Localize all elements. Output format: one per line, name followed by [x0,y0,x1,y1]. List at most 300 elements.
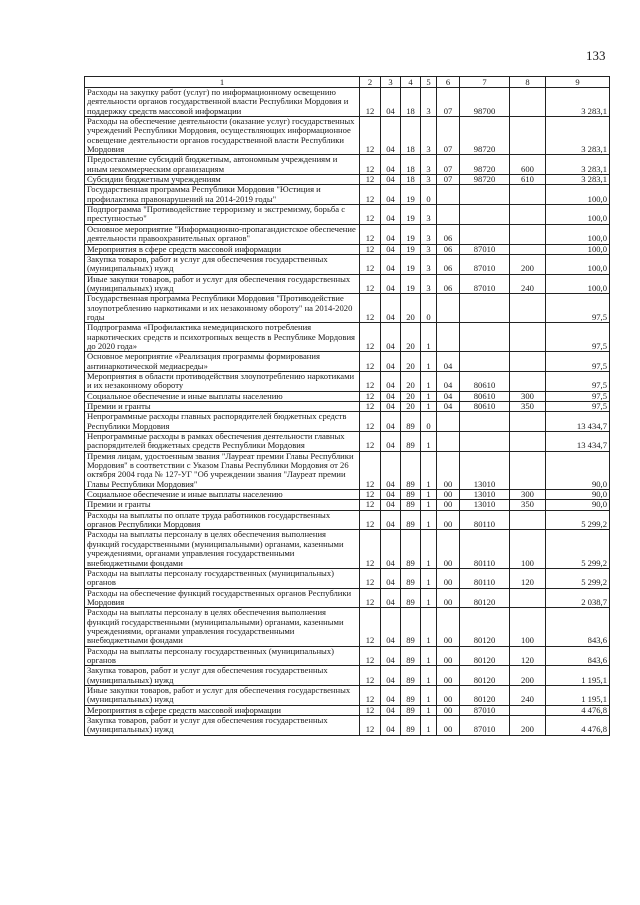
row-name-cell: Основное мероприятие "Информационно-пропагандистское обеспечение деятельности правоохранительных органов" [85,224,360,244]
amount-cell: 13 434,7 [546,412,610,432]
item-code-cell: 80120 [460,608,510,646]
item-code-cell [460,323,510,352]
section-code-cell: 12 [360,530,381,568]
amount-cell: 97,5 [546,402,610,412]
amount-cell: 2 038,7 [546,588,610,608]
table-row [85,510,610,530]
row-name-cell: Иные закупки товаров, работ и услуг для обеспечения государственных (муниципальных) нужд [85,685,360,705]
expense-type-cell [510,412,546,432]
subsection-code-cell: 04 [381,705,401,715]
item-code-cell: 98720 [460,117,510,155]
subprogram-code-cell: 1 [421,451,437,489]
expense-type-cell: 240 [510,685,546,705]
expense-type-cell: 350 [510,500,546,510]
expense-type-cell: 610 [510,175,546,185]
expense-type-cell: 300 [510,391,546,401]
subprogram-code-cell: 1 [421,391,437,401]
subprogram-code-cell: 1 [421,685,437,705]
table-row [85,155,610,175]
expense-type-cell [510,185,546,205]
subprogram-code-cell: 1 [421,716,437,736]
table-row [85,646,610,666]
row-name-cell: Мероприятия в области противодействия злоупотреблению наркотиками и их незаконному обороту [85,371,360,391]
row-name-cell: Расходы на выплаты персоналу в целях обеспечения выполнения функций государственными (муниципальными) органами, казенными учреждениями, органами управления государственными внебюджетными фондами [85,530,360,568]
section-code-cell: 12 [360,254,381,274]
subprogram-code-cell: 1 [421,352,437,372]
program-code-cell: 20 [401,352,421,372]
subprogram-code-cell: 1 [421,323,437,352]
subsection-code-cell: 04 [381,666,401,686]
direction-code-cell [437,185,460,205]
amount-cell: 4 476,8 [546,716,610,736]
subprogram-code-cell: 1 [421,510,437,530]
subprogram-code-cell: 1 [421,646,437,666]
amount-cell: 1 195,1 [546,666,610,686]
direction-code-cell: 06 [437,244,460,254]
program-code-cell: 18 [401,117,421,155]
table-row [85,451,610,489]
amount-cell: 5 299,2 [546,530,610,568]
header-row [85,77,610,88]
expense-type-cell [510,451,546,489]
subsection-code-cell: 04 [381,402,401,412]
subsection-code-cell: 04 [381,432,401,452]
subsection-code-cell: 04 [381,323,401,352]
program-code-cell: 20 [401,371,421,391]
direction-code-cell [437,412,460,432]
expense-type-cell: 200 [510,666,546,686]
header-cell: 8 [510,77,546,88]
item-code-cell: 98700 [460,88,510,117]
amount-cell: 13 434,7 [546,432,610,452]
amount-cell: 1 195,1 [546,685,610,705]
row-name-cell: Подпрограмма "Противодействие терроризму и экстремизму, борьба с преступностью" [85,205,360,225]
table-row [85,568,610,588]
item-code-cell: 80120 [460,666,510,686]
item-code-cell: 80120 [460,588,510,608]
row-name-cell: Закупка товаров, работ и услуг для обеспечения государственных (муниципальных) нужд [85,666,360,686]
subprogram-code-cell: 1 [421,371,437,391]
amount-cell: 100,0 [546,274,610,294]
item-code-cell: 98720 [460,155,510,175]
subsection-code-cell: 04 [381,568,401,588]
expense-type-cell: 120 [510,646,546,666]
direction-code-cell: 00 [437,568,460,588]
amount-cell: 97,5 [546,294,610,323]
direction-code-cell: 07 [437,175,460,185]
row-name-cell: Предоставление субсидий бюджетным, автономным учреждениям и иным некоммерческим организациям [85,155,360,175]
item-code-cell [460,224,510,244]
program-code-cell: 20 [401,402,421,412]
row-name-cell: Непрограммные расходы главных распорядителей бюджетных средств Республики Мордовия [85,412,360,432]
row-name-cell: Мероприятия в сфере средств массовой информации [85,705,360,715]
subsection-code-cell: 04 [381,155,401,175]
subsection-code-cell: 04 [381,510,401,530]
header-cell: 4 [401,77,421,88]
amount-cell: 97,5 [546,391,610,401]
row-name-cell: Расходы на выплаты персоналу государственных (муниципальных) органов [85,568,360,588]
direction-code-cell: 07 [437,88,460,117]
table-row [85,352,610,372]
amount-cell: 5 299,2 [546,568,610,588]
direction-code-cell [437,432,460,452]
amount-cell: 3 283,1 [546,155,610,175]
program-code-cell: 19 [401,205,421,225]
row-name-cell: Расходы на выплаты персоналу государственных (муниципальных) органов [85,646,360,666]
table-row [85,432,610,452]
expense-type-cell [510,205,546,225]
item-code-cell: 87010 [460,244,510,254]
direction-code-cell: 00 [437,646,460,666]
section-code-cell: 12 [360,205,381,225]
direction-code-cell: 04 [437,402,460,412]
amount-cell: 97,5 [546,352,610,372]
program-code-cell: 20 [401,391,421,401]
subprogram-code-cell: 1 [421,490,437,500]
section-code-cell: 12 [360,510,381,530]
header-cell: 7 [460,77,510,88]
item-code-cell: 80610 [460,402,510,412]
amount-cell: 100,0 [546,254,610,274]
row-name-cell: Расходы на выплаты по оплате труда работников государственных органов Республики Мордовия [85,510,360,530]
section-code-cell: 12 [360,117,381,155]
direction-code-cell: 00 [437,490,460,500]
subsection-code-cell: 04 [381,244,401,254]
subsection-code-cell: 04 [381,685,401,705]
section-code-cell: 12 [360,412,381,432]
amount-cell: 5 299,2 [546,510,610,530]
item-code-cell [460,412,510,432]
direction-code-cell: 00 [437,588,460,608]
table-row [85,500,610,510]
table-row [85,685,610,705]
page-number: 133 [586,48,606,63]
section-code-cell: 12 [360,608,381,646]
program-code-cell: 89 [401,666,421,686]
subprogram-code-cell: 3 [421,254,437,274]
subprogram-code-cell: 1 [421,588,437,608]
item-code-cell: 80610 [460,371,510,391]
table-row [85,716,610,736]
direction-code-cell: 00 [437,666,460,686]
header-cell: 5 [421,77,437,88]
row-name-cell: Непрограммные расходы в рамках обеспечения деятельности главных распорядителей бюджетных средств Республики Мордовия [85,432,360,452]
subsection-code-cell: 04 [381,646,401,666]
expense-type-cell [510,244,546,254]
direction-code-cell: 04 [437,391,460,401]
table-row [85,391,610,401]
row-name-cell: Расходы на закупку работ (услуг) по информационному освещению деятельности органов государственной власти Республики Мордовия и поддержку средств массовой информации [85,88,360,117]
direction-code-cell: 06 [437,254,460,274]
item-code-cell: 87010 [460,716,510,736]
table-row [85,588,610,608]
amount-cell: 3 283,1 [546,175,610,185]
expense-type-cell: 200 [510,254,546,274]
section-code-cell: 12 [360,185,381,205]
expense-type-cell [510,510,546,530]
header-cell: 6 [437,77,460,88]
expense-type-cell: 350 [510,402,546,412]
program-code-cell: 19 [401,244,421,254]
row-name-cell: Основное мероприятие «Реализация программы формирования антинаркотической медиасреды» [85,352,360,372]
subsection-code-cell: 04 [381,205,401,225]
subprogram-code-cell: 0 [421,412,437,432]
section-code-cell: 12 [360,274,381,294]
section-code-cell: 12 [360,155,381,175]
amount-cell: 100,0 [546,224,610,244]
subprogram-code-cell: 1 [421,705,437,715]
amount-cell: 100,0 [546,205,610,225]
row-name-cell: Государственная программа Республики Мордовия "Юстиция и профилактика правонарушений на 2014-2019 годы" [85,185,360,205]
section-code-cell: 12 [360,716,381,736]
program-code-cell: 19 [401,254,421,274]
expense-type-cell [510,117,546,155]
expense-type-cell [510,294,546,323]
table-row [85,224,610,244]
amount-cell: 843,6 [546,608,610,646]
program-code-cell: 89 [401,432,421,452]
section-code-cell: 12 [360,685,381,705]
section-code-cell: 12 [360,490,381,500]
program-code-cell: 89 [401,500,421,510]
program-code-cell: 89 [401,530,421,568]
subprogram-code-cell: 1 [421,568,437,588]
subsection-code-cell: 04 [381,175,401,185]
row-name-cell: Социальное обеспечение и иные выплаты населению [85,490,360,500]
subprogram-code-cell: 1 [421,666,437,686]
item-code-cell [460,352,510,372]
amount-cell: 97,5 [546,323,610,352]
amount-cell: 843,6 [546,646,610,666]
direction-code-cell: 00 [437,451,460,489]
subsection-code-cell: 04 [381,716,401,736]
expense-type-cell: 240 [510,274,546,294]
table-row [85,117,610,155]
subprogram-code-cell: 3 [421,205,437,225]
section-code-cell: 12 [360,88,381,117]
direction-code-cell: 00 [437,705,460,715]
row-name-cell: Государственная программа Республики Мордовия "Противодействие злоупотреблению наркотиками и их незаконному обороту" на 2014-2020 годы [85,294,360,323]
program-code-cell: 89 [401,588,421,608]
subsection-code-cell: 04 [381,391,401,401]
program-code-cell: 89 [401,716,421,736]
row-name-cell: Премии и гранты [85,500,360,510]
budget-table [84,76,610,736]
item-code-cell: 80610 [460,391,510,401]
expense-type-cell: 120 [510,568,546,588]
subprogram-code-cell: 0 [421,294,437,323]
subsection-code-cell: 04 [381,117,401,155]
item-code-cell [460,205,510,225]
program-code-cell: 19 [401,185,421,205]
table-row [85,371,610,391]
subsection-code-cell: 04 [381,185,401,205]
row-name-cell: Подпрограмма «Профилактика немедицинского потребления наркотических средств и психотропных веществ в Республике Мордовия до 2020 года» [85,323,360,352]
row-name-cell: Иные закупки товаров, работ и услуг для обеспечения государственных (муниципальных) нужд [85,274,360,294]
subprogram-code-cell: 3 [421,117,437,155]
table-row [85,402,610,412]
expense-type-cell [510,371,546,391]
subsection-code-cell: 04 [381,224,401,244]
item-code-cell: 87010 [460,254,510,274]
amount-cell: 100,0 [546,244,610,254]
subsection-code-cell: 04 [381,274,401,294]
program-code-cell: 20 [401,294,421,323]
program-code-cell: 19 [401,274,421,294]
item-code-cell: 80110 [460,568,510,588]
row-name-cell: Расходы на выплаты персоналу в целях обеспечения выполнения функций государственными (муниципальными) органами, казенными учреждениями, органами управления государственными внебюджетными фондами [85,608,360,646]
expense-type-cell: 100 [510,608,546,646]
program-code-cell: 18 [401,88,421,117]
subsection-code-cell: 04 [381,412,401,432]
row-name-cell: Расходы на обеспечение функций государственных органов Республики Мордовия [85,588,360,608]
section-code-cell: 12 [360,224,381,244]
section-code-cell: 12 [360,175,381,185]
item-code-cell: 87010 [460,705,510,715]
subprogram-code-cell: 1 [421,432,437,452]
row-name-cell: Премия лицам, удостоенным звания "Лауреат премии Главы Республики Мордовия" в соответствии с Указом Главы Республики Мордовия от 26 октября 2004 года № 127-УГ "Об учреждении звания "Лауреат премии Главы Республики Мордовия" [85,451,360,489]
row-name-cell: Субсидии бюджетным учреждениям [85,175,360,185]
direction-code-cell [437,323,460,352]
expense-type-cell [510,705,546,715]
table-row [85,244,610,254]
program-code-cell: 89 [401,451,421,489]
item-code-cell: 13010 [460,500,510,510]
direction-code-cell: 00 [437,716,460,736]
subsection-code-cell: 04 [381,451,401,489]
program-code-cell: 19 [401,224,421,244]
direction-code-cell: 00 [437,685,460,705]
program-code-cell: 89 [401,412,421,432]
direction-code-cell: 00 [437,608,460,646]
direction-code-cell: 06 [437,224,460,244]
expense-type-cell [510,432,546,452]
subprogram-code-cell: 3 [421,224,437,244]
expense-type-cell [510,352,546,372]
amount-cell: 100,0 [546,185,610,205]
table-row [85,323,610,352]
program-code-cell: 18 [401,155,421,175]
subsection-code-cell: 04 [381,254,401,274]
expense-type-cell [510,88,546,117]
section-code-cell: 12 [360,371,381,391]
subprogram-code-cell: 1 [421,402,437,412]
table-row [85,412,610,432]
program-code-cell: 89 [401,646,421,666]
table-row [85,205,610,225]
program-code-cell: 89 [401,685,421,705]
section-code-cell: 12 [360,402,381,412]
table-row [85,88,610,117]
amount-cell: 97,5 [546,371,610,391]
direction-code-cell: 00 [437,500,460,510]
row-name-cell: Мероприятия в сфере средств массовой информации [85,244,360,254]
subprogram-code-cell: 3 [421,274,437,294]
table-row [85,294,610,323]
header-cell: 9 [546,77,610,88]
row-name-cell: Премии и гранты [85,402,360,412]
direction-code-cell: 07 [437,117,460,155]
direction-code-cell [437,205,460,225]
section-code-cell: 12 [360,705,381,715]
row-name-cell: Социальное обеспечение и иные выплаты населению [85,391,360,401]
item-code-cell: 80110 [460,510,510,530]
direction-code-cell: 04 [437,352,460,372]
section-code-cell: 12 [360,244,381,254]
item-code-cell [460,432,510,452]
expense-type-cell: 600 [510,155,546,175]
subsection-code-cell: 04 [381,588,401,608]
section-code-cell: 12 [360,451,381,489]
subsection-code-cell: 04 [381,352,401,372]
header-cell: 1 [85,77,360,88]
section-code-cell: 12 [360,588,381,608]
amount-cell: 90,0 [546,451,610,489]
program-code-cell: 89 [401,705,421,715]
program-code-cell: 89 [401,568,421,588]
subprogram-code-cell: 1 [421,530,437,568]
header-cell: 2 [360,77,381,88]
subsection-code-cell: 04 [381,371,401,391]
expense-type-cell [510,323,546,352]
subsection-code-cell: 04 [381,490,401,500]
expense-type-cell: 300 [510,490,546,500]
item-code-cell: 98720 [460,175,510,185]
table-row [85,175,610,185]
subprogram-code-cell: 3 [421,175,437,185]
section-code-cell: 12 [360,294,381,323]
section-code-cell: 12 [360,323,381,352]
subsection-code-cell: 04 [381,294,401,323]
direction-code-cell: 07 [437,155,460,175]
table-row [85,705,610,715]
subprogram-code-cell: 1 [421,608,437,646]
direction-code-cell: 00 [437,510,460,530]
item-code-cell: 87010 [460,274,510,294]
item-code-cell [460,294,510,323]
subprogram-code-cell: 3 [421,88,437,117]
row-name-cell: Закупка товаров, работ и услуг для обеспечения государственных (муниципальных) нужд [85,254,360,274]
section-code-cell: 12 [360,666,381,686]
subsection-code-cell: 04 [381,500,401,510]
item-code-cell [460,185,510,205]
section-code-cell: 12 [360,500,381,510]
section-code-cell: 12 [360,568,381,588]
item-code-cell: 13010 [460,451,510,489]
item-code-cell: 80120 [460,685,510,705]
expense-type-cell: 100 [510,530,546,568]
amount-cell: 90,0 [546,500,610,510]
table-row [85,185,610,205]
item-code-cell: 13010 [460,490,510,500]
amount-cell: 90,0 [546,490,610,500]
budget-table-body [85,88,610,736]
section-code-cell: 12 [360,352,381,372]
row-name-cell: Закупка товаров, работ и услуг для обеспечения государственных (муниципальных) нужд [85,716,360,736]
item-code-cell: 80120 [460,646,510,666]
amount-cell: 3 283,1 [546,88,610,117]
program-code-cell: 89 [401,608,421,646]
subsection-code-cell: 04 [381,608,401,646]
table-row [85,666,610,686]
subsection-code-cell: 04 [381,88,401,117]
section-code-cell: 12 [360,432,381,452]
direction-code-cell: 06 [437,274,460,294]
table-row [85,490,610,500]
program-code-cell: 20 [401,323,421,352]
subprogram-code-cell: 3 [421,155,437,175]
program-code-cell: 89 [401,510,421,530]
